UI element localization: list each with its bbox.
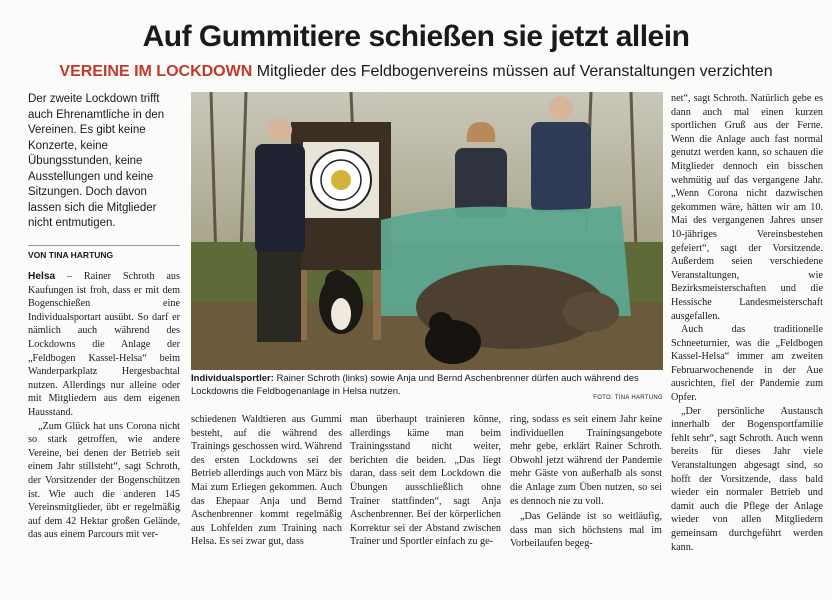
paragraph: – Rainer Schroth aus Kaufungen ist froh, dass er mit dem Bogenschießen eine Individualsportart ausübt. So darf er nämlich auch während des Lockdowns die Anlage der „Feldbogen Kassel-Helsa“ beim Wanderparkplatz Hergesbachtal nutzen. Allerdings nur alleine oder mit Mitgliedern aus dem eigenen Hausstand. [28,271,180,418]
caption-text: Rainer Schroth (links) sowie Anja und Bernd Aschenbrenner dürfen auch während des Lockdowns die Feldbogenanlage in Helsa nutzen. [191,373,639,397]
paragraph: schiedenen Waldtieren aus Gummi besteht, auf die während des Trainings geschossen wird. Während des ersten Lockdowns sei der Betrieb allerdings auch von März bis Mai zum Erliegen gekommen. Auch das Ehepaar Anja und Bernd Aschenbrenner kommt regelmäßig aus Lohfelden zum Training nach Helsa. Es sei zwar gut, dass [191,414,342,548]
person-icon [255,118,305,342]
article-column-3 [350,413,501,549]
paragraph: net“, sagt Schroth. Natürlich gebe es dann auch mal einen kurzen sportlichen Gruß aus der Ferne. Wenn die Anlage auch fast normal genutzt werden kann, so schauen die Mitglieder dennoch ein bisschen wehmütig auf das vergangene Jahr. „Wenn Corona nicht dazwischen gekommen wäre, hätten wir am 10. Mai des vergangenen Jahres unser 10-jähriges Vereinsbestehen gefeiert“, sagt der Vorsitzende. Außerdem seien verschiedene Veranstaltungen, wie Bezirksmeisterschaften und die Hessische Landesmeisterschaft ausgefallen. [671,93,823,322]
headline: Auf Gummitiere schießen sie jetzt allein [142,20,690,53]
caption-label: Individualsportler: [191,373,274,384]
subheadline [0,63,832,81]
lead-paragraph [28,270,180,420]
article-column-1 [28,270,180,542]
article-column-5 [671,92,823,554]
article-photo [191,92,663,370]
intro-text: Der zweite Lockdown trifft auch Ehrenamtliche in den Vereinen. Es gibt keine Konzerte, keine Übungsstunden, keine Ausstellungen und keine Sitzungen. Doch davon lassen sich die Mitglieder nicht entmutigen. [28,93,165,229]
photo-credit: FOTO: TINA HARTUNG [593,395,663,401]
article-column-4 [510,413,662,551]
paragraph: Auch das traditionelle Schneeturnier, was die „Feldbogen Kassel-Helsa“ immer am zweiten Februarwochenende in der Aue ausrichten, fiel der Pandemie zum Opfer. [671,324,823,404]
article-column-2 [191,413,342,549]
kicker: VEREINE IM LOCKDOWN [59,63,253,80]
paragraph: man überhaupt trainieren könne, allerdings käme man beim Trainingsstand nicht weiter, berichten die beiden. „Das liegt daran, dass seit dem Lockdown die Übungen ausschließlich ohne Trainer stattfinden“, sagt Anja Aschenbrenner. Bei der körperlichen Korrektur sei der Abstand zwischen Trainer und Sportler einfach zu ge- [350,414,501,548]
paragraph: „Das Gelände ist so weitläufig, dass man sich höchstens mal im Vorbeilaufen begeg- [510,511,662,550]
paragraph: ring, sodass es seit einem Jahr keine individuellen Trainingsangebote mehr gebe, erklärt Rainer Schroth. Obwohl jetzt während der Pandemie mehr Gäste von außerhalb als sonst die Anlage zum Üben nutzen, so sei es dennoch nie zu voll. [510,414,662,507]
byline: VON TINA HARTUNG [28,245,180,260]
dateline: Helsa [28,271,56,282]
subline-text: Mitglieder des Feldbogenvereins müssen auf Veranstaltungen verzichten [256,63,773,80]
paragraph: „Der persönliche Austausch innerhalb der Bogensportfamilie fehlt sehr“, sagt Schroth. Auch wenn bereits für dieses Jahr viele Veranstaltungen abgesagt sind, so hofft der Vorsitzende, dass bald wieder ein normaler Betrieb und damit auch die Pflege der Anlage wieder von allen Mitgliedern gemeinsam durchgeführt werden kann. [671,405,823,553]
photo-caption [191,373,663,398]
photo-scene [191,92,663,370]
paragraph: „Zum Glück hat uns Corona nicht so stark getroffen, wie andere Vereine, bei denen der Betrieb seit einem Jahr stillsteht“, sagt Schroth, der Vorsitzender der Bogenschützen ist. Wie auch die anderen 145 Vereinsmitglieder, übt er regelmäßig auf dem 42 Hektar großen Gelände, das aus einem Parcours mit ver- [28,420,180,541]
